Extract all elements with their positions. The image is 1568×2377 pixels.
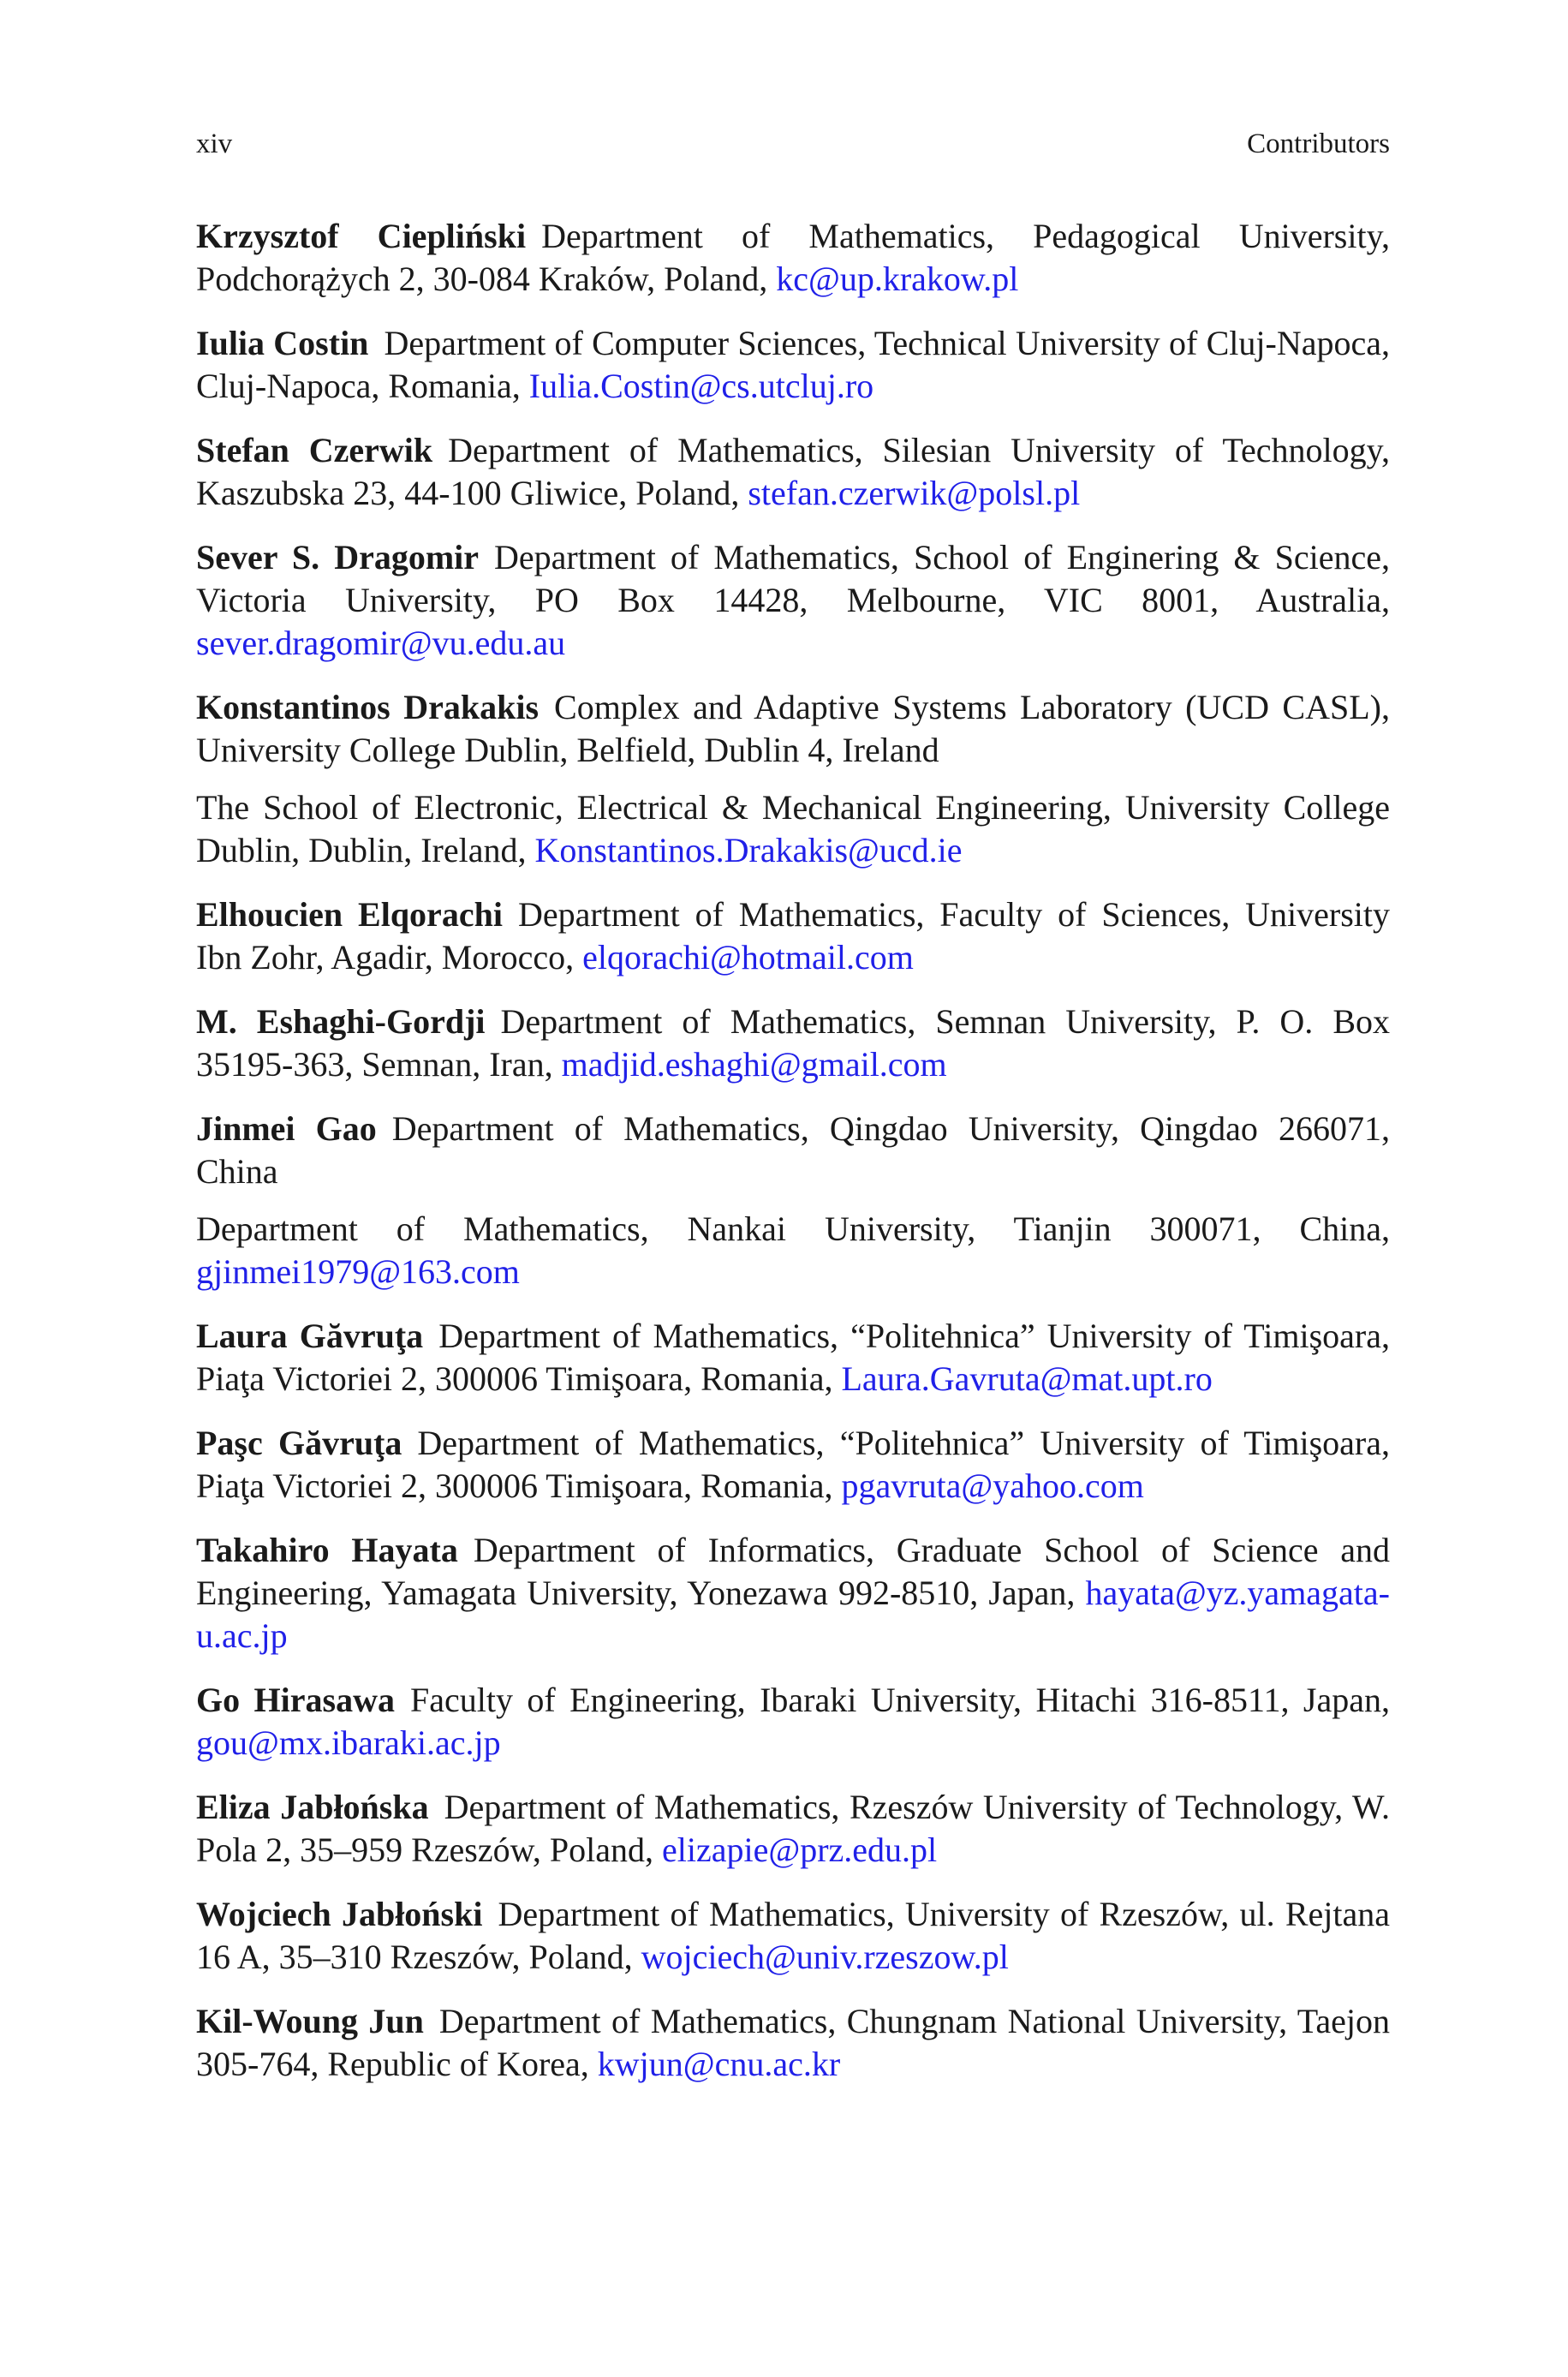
affiliation-paragraph [196,1315,1390,1401]
affiliation-paragraph [196,536,1390,665]
email-link[interactable]: stefan.czerwik@polsl.pl [748,474,1081,512]
affiliation-paragraph [196,2000,1390,2086]
affiliation-paragraph [196,786,1390,872]
affiliation-text: Department of Mathematics, Rzeszów University of Technology, W. Pola 2, 35–959 Rzeszów, Poland, [196,1788,1390,1869]
affiliation-text: Department of Mathematics, University of Rzeszów, ul. Rejtana 16 A, 35–310 Rzeszów, Poland, [196,1895,1390,1976]
email-link[interactable]: Iulia.Costin@cs.utcluj.ro [528,367,874,405]
email-link[interactable]: gou@mx.ibaraki.ac.jp [196,1723,501,1762]
affiliation-text: Department of Mathematics, Semnan University, P. O. Box 35195-363, Semnan, Iran, [196,1002,1390,1084]
affiliation-text: Department of Informatics, Graduate School of Science and Engineering, Yamagata University, Yonezawa 992-8510, Japan, [196,1531,1391,1612]
email-link[interactable]: sever.dragomir@vu.edu.au [196,624,566,662]
email-link[interactable]: elqorachi@hotmail.com [582,938,914,976]
affiliation-text: Department of Mathematics, Silesian University of Technology, Kaszubska 23, 44-100 Gliwice, Poland, [196,431,1390,512]
contributor-name: Elhoucien Elqorachi [196,895,503,934]
affiliation-text: Department of Mathematics, “Politehnica” University of Timişoara, Piaţa Victoriei 2, 300006 Timişoara, Romania, [196,1424,1390,1505]
contributor-name: Iulia Costin [196,324,369,362]
affiliation-paragraph [196,1893,1390,1979]
contributor-name: Krzysztof Ciepliński [196,217,527,255]
contributor-entry [196,1679,1390,1765]
email-link[interactable]: Konstantinos.Drakakis@ucd.ie [534,831,963,869]
affiliation-text: Department of Mathematics, Faculty of Sciences, University Ibn Zohr, Agadir, Morocco, [196,895,1391,976]
affiliation-text: Department of Mathematics, Pedagogical University, Podchorążych 2, 30-084 Kraków, Poland, [196,217,1390,298]
email-link[interactable]: wojciech@univ.rzeszow.pl [641,1938,1009,1976]
affiliation-paragraph [196,1108,1390,1193]
affiliation-text: Department of Mathematics, Nankai University, Tianjin 300071, China, [196,1209,1390,1248]
running-head [196,127,1390,161]
affiliation-paragraph [196,1422,1390,1508]
contributor-name: Wojciech Jabłoński [196,1895,483,1933]
contributor-name: Takahiro Hayata [196,1531,458,1569]
affiliation-paragraph [196,1208,1390,1293]
affiliation-text: Faculty of Engineering, Ibaraki University, Hitachi 316-8511, Japan, [409,1681,1390,1719]
contributor-entry [196,1000,1390,1086]
contributor-entry [196,1529,1390,1657]
contributor-entry [196,429,1390,515]
affiliation-text: Department of Mathematics, Chungnam National University, Taejon 305-764, Republic of Korea, [196,2002,1390,2083]
contributor-name: M. Eshaghi-Gordji [196,1002,486,1041]
affiliation-text: Complex and Adaptive Systems Laboratory (UCD CASL), University College Dublin, Belfield, Dublin 4, Ireland [196,688,1390,769]
affiliation-paragraph [196,1529,1390,1657]
contributor-name: Eliza Jabłońska [196,1788,429,1826]
contributor-name: Sever S. Dragomir [196,538,480,576]
book-page [196,0,1390,2377]
email-link[interactable]: pgavruta@yahoo.com [841,1466,1144,1505]
affiliation-paragraph [196,215,1390,301]
affiliation-paragraph [196,1679,1390,1765]
email-link[interactable]: kc@up.krakow.pl [776,260,1019,298]
affiliation-paragraph [196,686,1390,772]
contributor-name: Stefan Czerwik [196,431,433,469]
affiliation-text: Department of Mathematics, Qingdao University, Qingdao 266071, China [196,1109,1390,1191]
contributor-entry [196,1315,1390,1401]
affiliation-paragraph [196,322,1390,408]
affiliation-text: Department of Computer Sciences, Technical University of Cluj-Napoca, Cluj-Napoca, Romania, [196,324,1391,405]
email-link[interactable]: hayata@yz.yamagata-u.ac.jp [196,1574,1390,1655]
section-title: Contributors [1247,128,1390,159]
contributor-entry [196,893,1390,979]
affiliation-paragraph [196,1786,1390,1872]
affiliation-text: Department of Mathematics, School of Enginering & Science, Victoria University, PO Box 14428, Melbourne, VIC 8001, Australia, [196,538,1391,619]
contributor-entry [196,536,1390,665]
email-link[interactable]: elizapie@prz.edu.pl [662,1831,938,1869]
affiliation-paragraph [196,1000,1390,1086]
email-link[interactable]: kwjun@cnu.ac.kr [597,2045,841,2083]
contributor-entry [196,1893,1390,1979]
affiliation-paragraph [196,893,1390,979]
contributors-list [196,215,1390,2107]
email-link[interactable]: Laura.Gavruta@mat.upt.ro [841,1359,1213,1398]
email-link[interactable]: gjinmei1979@163.com [196,1252,520,1291]
contributor-entry [196,322,1390,408]
affiliation-paragraph [196,429,1390,515]
contributor-name: Go Hirasawa [196,1681,395,1719]
contributor-name: Paşc Găvruţa [196,1424,402,1462]
contributor-entry [196,215,1390,301]
contributor-entry [196,1108,1390,1293]
contributor-entry [196,1786,1390,1872]
contributor-name: Laura Găvruţa [196,1317,424,1355]
contributor-entry [196,686,1390,872]
affiliation-text: The School of Electronic, Electrical & Mechanical Engineering, University College Dublin, Dublin, Ireland, [196,788,1390,869]
contributor-name: Konstantinos Drakakis [196,688,540,726]
contributor-name: Jinmei Gao [196,1109,377,1148]
affiliation-text: Department of Mathematics, “Politehnica” University of Timişoara, Piaţa Victoriei 2, 300006 Timişoara, Romania, [196,1317,1390,1398]
contributor-entry [196,2000,1390,2086]
page-number: xiv [196,128,233,159]
email-link[interactable]: madjid.eshaghi@gmail.com [561,1045,947,1084]
contributor-name: Kil-Woung Jun [196,2002,424,2040]
contributor-entry [196,1422,1390,1508]
